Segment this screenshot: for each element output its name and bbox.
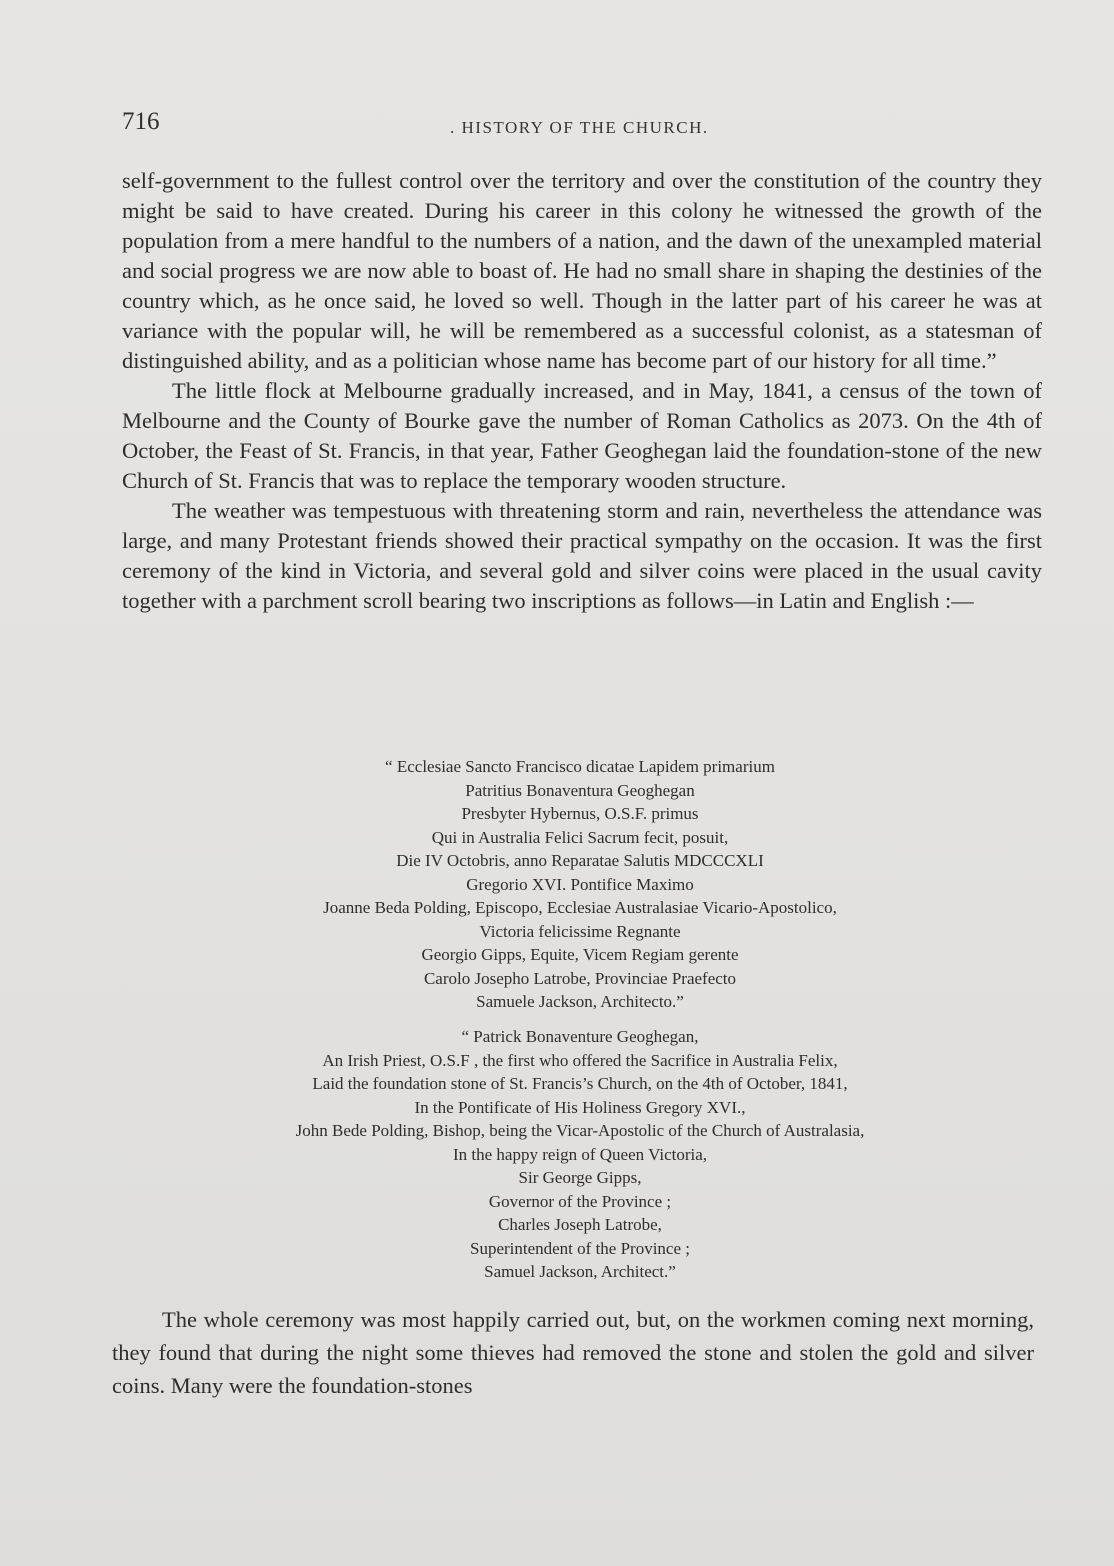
- english-inscription: [190, 1025, 970, 1284]
- paragraph-ceremony: The whole ceremony was most happily carried out, but, on the workmen coming next morning, they found that during the night some thieves had removed the stone and stolen the gold and silver coins. Many were the foundation-stones: [112, 1307, 1034, 1398]
- inscription-line: “ Patrick Bonaventure Geoghegan,: [461, 1027, 699, 1046]
- inscription-line: Laid the foundation stone of St. Francis’s Church, on the 4th of October, 1841,: [312, 1074, 848, 1093]
- inscription-line: In the Pontificate of His Holiness Gregory XVI.,: [414, 1097, 746, 1117]
- latin-inscription: [190, 755, 970, 1014]
- paragraph-weather: The weather was tempestuous with threatening storm and rain, nevertheless the attendance was large, and many Protestant friends showed their practical sympathy on the occasion. It was the first ceremony of the kind in Victoria, and several gold and silver coins were placed in the usual cavity together with a parchment scroll bearing two inscriptions as follows—in Latin and English :—: [122, 498, 1042, 613]
- inscription-line: Samuele Jackson, Architecto.”: [476, 992, 684, 1011]
- page-header: [122, 108, 1042, 148]
- inscription-line: John Bede Polding, Bishop, being the Vicar-Apostolic of the Church of Australasia,: [295, 1121, 865, 1140]
- inscription-line: Superintendent of the Province ;: [469, 1238, 690, 1258]
- inscription-line: Governor of the Province ;: [488, 1191, 672, 1211]
- page-number: 716: [122, 108, 160, 135]
- inscription-line: Qui in Australia Felici Sacrum fecit, posuit,: [431, 827, 729, 847]
- running-head: . HISTORY OF THE CHURCH.: [450, 118, 709, 137]
- paragraph-melbourne-flock: The little flock at Melbourne gradually increased, and in May, 1841, a census of the town of Melbourne and the County of Bourke gave the number of Roman Catholics as 2073. On the 4th of October, the Feast of St. Francis, in that year, Father Geoghegan laid the foundation-stone of the new Church of St. Francis that was to replace the temporary wooden structure.: [122, 378, 1042, 493]
- inscription-line: Patritius Bonaventura Geoghegan: [465, 780, 695, 800]
- inscription-line: Presbyter Hybernus, O.S.F. primus: [461, 804, 699, 823]
- inscription-line: “ Ecclesiae Sancto Francisco dicatae Lapidem primarium: [385, 757, 775, 776]
- inscription-line: Carolo Josepho Latrobe, Provinciae Praefecto: [423, 968, 737, 988]
- inscription-line: Joanne Beda Polding, Episcopo, Ecclesiae Australasiae Vicario-Apostolico,: [323, 898, 837, 917]
- inscription-line: Gregorio XVI. Pontifice Maximo: [466, 874, 694, 894]
- inscription-line: Victoria felicissime Regnante: [479, 921, 681, 941]
- closing-text: [112, 1303, 1034, 1402]
- inscription-line: An Irish Priest, O.S.F , the first who offered the Sacrifice in Australia Felix,: [322, 1050, 838, 1070]
- inscription-line: Charles Joseph Latrobe,: [498, 1215, 662, 1234]
- body-text: [122, 166, 1042, 616]
- inscription-line: Samuel Jackson, Architect.”: [484, 1262, 676, 1281]
- inscription-line: Die IV Octobris, anno Reparatae Salutis MDCCCXLI: [396, 851, 764, 870]
- paragraph-continuation: self-government to the fullest control over the territory and over the constitution of the country they might be said to have created. During his career in this colony he witnessed the growth of the population from a mere handful to the numbers of a nation, and the dawn of the unexampled material and social progress we are now able to boast of. He had no small share in shaping the destinies of the country which, as he once said, he loved so well. Though in the latter part of his career he was at variance with the popular will, he will be remembered as a successful colonist, as a statesman of distinguished ability, and as a politician whose name has become part of our history for all time.”: [122, 168, 1042, 373]
- inscription-line: Sir George Gipps,: [518, 1168, 642, 1187]
- inscription-line: Georgio Gipps, Equite, Vicem Regiam gerente: [421, 945, 739, 964]
- inscription-line: In the happy reign of Queen Victoria,: [452, 1144, 708, 1164]
